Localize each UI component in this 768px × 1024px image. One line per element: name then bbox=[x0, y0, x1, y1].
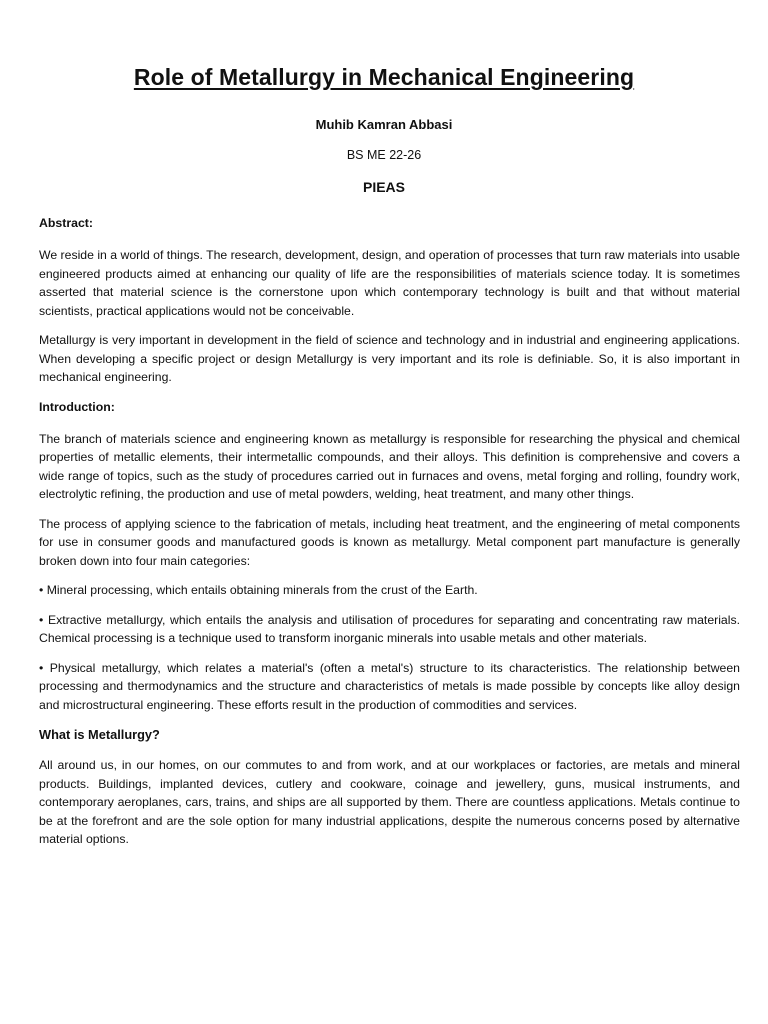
introduction-label: Introduction: bbox=[39, 399, 115, 414]
introduction-bullet-1: • Mineral processing, which entails obtaining minerals from the crust of the Earth. bbox=[39, 583, 478, 597]
document-body bbox=[39, 214, 740, 860]
author-name: Muhib Kamran Abbasi bbox=[315, 117, 453, 132]
institution-name: PIEAS bbox=[362, 179, 405, 195]
document-title: Role of Metallurgy in Mechanical Engineering bbox=[133, 64, 635, 90]
what-is-metallurgy-paragraph-1: All around us, in our homes, on our commutes to and from work, and at our workplaces or factories, are metals and mineral products. Buildings, implanted devices, cutlery and cookware, coinage and jewellery, guns, musical instruments, and contemporary aeroplanes, cars, trains, and ships are all supported by them. There are countless applications. Metals continue to be at the forefront and are the sole option for many industrial applications, despite the numerous concerns posed by alternative material options. bbox=[39, 758, 740, 846]
introduction-paragraph-2: The process of applying science to the fabrication of metals, including heat treatment, and the engineering of metal components for use in consumer goods and manufactured goods is known as metallurgy. Metal component part manufacture is generally broken down into four main categories: bbox=[39, 516, 740, 568]
abstract-paragraph-1: We reside in a world of things. The research, development, design, and operation of processes that turn raw materials into usable engineered products aimed at enhancing our quality of life are the responsibilities of materials science today. It is sometimes asserted that material science is the cornerstone upon which contemporary technology is built and that without material scientists, practical applications would not be conceivable. bbox=[39, 248, 740, 318]
introduction-paragraph-1: The branch of materials science and engineering known as metallurgy is responsible for researching the physical and chemical properties of metallic elements, their intermetallic compounds, and their alloys. This definition is comprehensive and covers a wide range of topics, such as the study of procedures carried out in furnaces and ovens, metal forging and rolling, foundry work, electrolytic refining, the production and use of metal powders, welding, heat treatment, and many other things. bbox=[39, 431, 740, 501]
introduction-bullet-3: • Physical metallurgy, which relates a material's (often a metal's) structure to its characteristics. The relationship between processing and thermodynamics and the structure and characteristics of metals is made possible by concepts like alloy design and microstructural engineering. These efforts result in the production of commodities and services. bbox=[39, 660, 740, 712]
program-label: BS ME 22-26 bbox=[346, 148, 422, 162]
abstract-label: Abstract: bbox=[39, 216, 93, 230]
introduction-bullet-2: • Extractive metallurgy, which entails the analysis and utilisation of procedures for separating and concentrating raw materials. Chemical processing is a technique used to transform inorganic minerals into usable metals and other materials. bbox=[39, 612, 740, 645]
what-is-metallurgy-heading: What is Metallurgy? bbox=[39, 727, 160, 742]
abstract-paragraph-2: Metallurgy is very important in development in the field of science and technology and in industrial and engineering applications. When developing a specific project or design Metallurgy is very important and its role is definiable. So, it is also important in mechanical engineering. bbox=[39, 333, 740, 384]
